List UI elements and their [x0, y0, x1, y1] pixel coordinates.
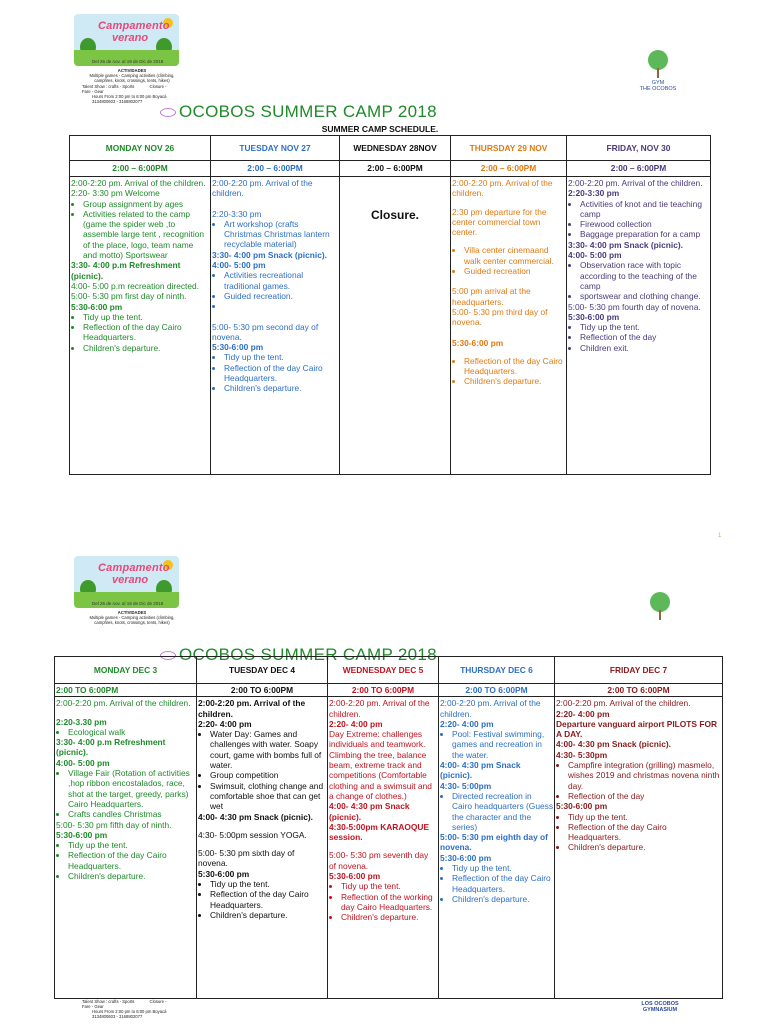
- friday-dec7-cell: [555, 697, 723, 999]
- entry: 4:00- 4:30 pm Snack (picnic).: [440, 760, 521, 781]
- entry: 2:00-2:20 pm. Arrival of the children.: [452, 178, 553, 199]
- entry: 5:30-6:00 pm: [56, 829, 108, 840]
- friday-nov30-cell: [567, 177, 711, 475]
- activities-label: ACTIVIDADES: [117, 610, 147, 615]
- time-cell: 2:00 TO 6:00PM: [328, 684, 439, 697]
- entry: 5:30-6:00 pm: [568, 311, 620, 322]
- day-header: THURSDAY 29 NOV: [451, 136, 567, 161]
- list-item: • Children's departure.: [568, 842, 721, 852]
- list-item: • Tidy up the tent.: [68, 840, 195, 850]
- list-item: • Campfire integration (grilling) masmelo, wishes 2019 and christmas novena ninth day.: [568, 760, 721, 791]
- gym-name: GYM: [651, 80, 665, 86]
- list-item: • Tidy up the tent.: [224, 352, 338, 362]
- list-item: [224, 301, 338, 311]
- day-header: THURSDAY DEC 6: [439, 657, 555, 684]
- gym-footer: [630, 1001, 690, 1013]
- week1-title-text: OCOBOS SUMMER CAMP 2018: [179, 102, 437, 121]
- day-header: FRIDAY, NOV 30: [567, 136, 711, 161]
- list-item: • Reflection of the working day Cairo Headquarters.: [341, 892, 437, 913]
- entry: 2:00-2:20 pm. Arrival of the children.: [212, 178, 313, 199]
- entry: 2:00-2:20 pm. Arrival of the children.: [71, 178, 206, 188]
- day-header: TUESDAY NOV 27: [211, 136, 340, 161]
- list-item: • Observation race with topic according to the teaching of the camp: [580, 260, 709, 291]
- entry: 5:00- 5:30 pm second day of novena.: [212, 321, 319, 342]
- logo-footer-top: [82, 84, 182, 104]
- entry: 2:00-2:20 pm. Arrival of the children.: [440, 698, 541, 719]
- entry: 2:20- 4:00 pm: [329, 718, 383, 729]
- week1-schedule-table: [69, 135, 711, 475]
- list-item: • Children exit.: [580, 343, 709, 353]
- hours-text: Hours From 2:00 pm to 6:00 pm Boyacá: [92, 1009, 167, 1014]
- list-item: • Children's departure.: [464, 376, 565, 386]
- time-cell: 2:00 – 6:00PM: [211, 161, 340, 177]
- entry: 4:00- 5:00 p.m recreation directed.: [71, 280, 200, 291]
- thursday-dec6-cell: [439, 697, 555, 999]
- week2-title-text: OCOBOS SUMMER CAMP 2018: [179, 645, 437, 664]
- list-item: • Tidy up the tent.: [341, 881, 437, 891]
- list-item: • Village Fair (Rotation of activities ,hop ribbon encostalados, race, shot at the target, greedy, parks) Cairo Headquarters.: [68, 768, 195, 809]
- list-item: • Tidy up the tent.: [580, 322, 709, 332]
- list-item: • Reflection of the day Cairo Headquarters.: [68, 850, 195, 871]
- time-cell: 2:00 – 6:00PM: [567, 161, 711, 177]
- entry: 2:20- 3:30 pm Welcome: [71, 188, 160, 199]
- entry: 4:00- 5:00 pm: [56, 757, 110, 768]
- fare-text: Fare - Gear: [82, 89, 104, 94]
- logo-line2: verano: [112, 32, 149, 44]
- list-item: • Activities related to the camp (game the spider web ,to assemble large tent , recognition of the place, logo, team name and motto) Sportswear: [83, 209, 209, 260]
- entry: 5:00- 5:30 pm fourth day of novena.: [568, 301, 701, 312]
- talent-text: Talent Show : crafts - Sports: [82, 84, 135, 89]
- gym-footer-line1: LOS OCOBOS: [641, 1001, 679, 1007]
- entry: 5:30-6:00 pm: [212, 342, 264, 353]
- list-item: • Children's departure.: [68, 871, 195, 881]
- entry: 4:30- 5:00pm session YOGA.: [198, 829, 307, 840]
- wednesday-nov28-cell: [340, 177, 451, 475]
- day-header: TUESDAY DEC 4: [197, 657, 328, 684]
- list-item: • Pool: Festival swimming, games and recreation in the water.: [452, 729, 553, 760]
- logo-footer-bottom: [82, 999, 182, 1019]
- entry: 5:30-6:00 pm: [329, 871, 381, 882]
- list-item: • Guided recreation.: [224, 291, 338, 301]
- entry: 2:00-2:20 pm. Arrival of the children.: [556, 698, 691, 709]
- entry: 2:20-3:30 pm: [568, 188, 620, 199]
- list-item: • Children's departure.: [210, 910, 326, 920]
- entry: 2:00-2:20 pm. Arrival of the children.: [568, 178, 703, 188]
- entry: 2:20-3:30 pm: [212, 208, 262, 219]
- list-item: • Reflection of the day Cairo Headquarters.: [210, 889, 326, 910]
- entry: 2:20-3.30 pm: [56, 716, 107, 727]
- activities-label: ACTIVIDADES: [117, 68, 147, 73]
- list-item: • Children's departure.: [83, 343, 209, 353]
- thursday-nov29-cell: [451, 177, 567, 475]
- entry: 5:30-6:00 pm: [198, 868, 250, 879]
- entry: Departure vanguard airport PILOTS FOR A DAY.: [556, 718, 718, 740]
- day-header: FRIDAY DEC 7: [555, 657, 723, 684]
- list-item: • Ecological walk: [68, 727, 195, 737]
- list-item: • Tidy up the tent.: [83, 312, 209, 322]
- day-header: MONDAY NOV 26: [70, 136, 211, 161]
- list-item: • Art workshop (crafts Christmas Christmas lantern recyclable material): [224, 219, 338, 250]
- gym-footer-line2: GYMNASIUM: [642, 1007, 678, 1013]
- day-header: WEDNESDAY DEC 5: [328, 657, 439, 684]
- entry: 5:00- 5:30 pm fifth day of ninth.: [56, 819, 172, 830]
- phones-text: 3134800603 - 3168802077: [92, 1014, 143, 1019]
- camp-logo-top: [74, 14, 179, 66]
- closure-small: Closure -: [149, 999, 167, 1004]
- entry: 3:30- 4:00 pm Snack (picnic).: [212, 249, 327, 260]
- entry: 5:30-6:00 pm: [556, 801, 608, 812]
- wednesday-dec5-cell: [328, 697, 439, 999]
- entry: 5:30-6:00 pm: [71, 301, 123, 312]
- entry: 5:00- 5:30 pm eighth day of novena.: [440, 832, 548, 853]
- entry: 4:00- 5:00 pm: [212, 260, 266, 271]
- entry: 3:30- 4:00 pm Snack (picnic).: [568, 239, 683, 250]
- list-item: • Reflection of the day: [568, 791, 721, 801]
- list-item: • Crafts candles Christmas: [68, 809, 195, 819]
- entry: 3:30- 4:00 p.m Refreshment (picnic).: [56, 737, 166, 758]
- list-item: • Reflection of the day Cairo Headquarters.: [568, 822, 721, 843]
- time-cell: 2:00 – 6:00PM: [340, 161, 451, 177]
- time-cell: 2:00 – 6:00PM: [451, 161, 567, 177]
- camp-logo-bottom: [74, 556, 179, 608]
- entry: 4:00- 4:30 pm Snack (picnic).: [198, 811, 313, 822]
- time-cell: 2:00 – 6:00PM: [70, 161, 211, 177]
- logo-caption-top: [82, 68, 182, 83]
- entry: 5:00 pm arrival at the headquarters.: [452, 286, 531, 307]
- list-item: • Baggage preparation for a camp: [580, 229, 709, 239]
- monday-dec3-cell: [55, 697, 197, 999]
- logo-dates: Del 26 de nov. al 19 de Dic de 2018: [92, 601, 164, 606]
- closure-small: Closure -: [149, 84, 167, 89]
- list-item: • Reflection of the day: [580, 332, 709, 342]
- entry: 4:30- 5:00pm: [440, 780, 492, 791]
- entry: 2:00-2:20 pm. Arrival of the children.: [56, 698, 191, 709]
- tree-icon: [648, 50, 668, 70]
- logo-line1: Campamento: [98, 562, 170, 574]
- list-item: • Firewood collection: [580, 219, 709, 229]
- talent-text: Talent Show : crafts - Sports: [82, 999, 135, 1004]
- list-item: • Reflection of the day Cairo Headquarters.: [83, 322, 209, 343]
- list-item: • Activities of knot and tie teaching camp: [580, 199, 709, 220]
- time-cell: 2:00 TO 6:00PM: [197, 684, 328, 697]
- logo-dates: Del 26 de nov. al 19 de Dic de 2018: [92, 59, 164, 64]
- entry: 4:30- 5:30pm: [556, 749, 608, 760]
- entry: 2:00-2:20 pm. Arrival of the children.: [198, 698, 306, 719]
- page-number: 1: [718, 533, 722, 539]
- phones-text: 3134800603 - 3168802077: [92, 99, 143, 104]
- day-header: MONDAY DEC 3: [55, 657, 197, 684]
- activities-desc: Multiple games - Camping activities (climbing, campfires, knots, crossings, tents, hikes): [89, 615, 175, 625]
- entry: 2:00-2:20 pm. Arrival of the children.: [329, 698, 430, 719]
- tuesday-dec4-cell: [197, 697, 328, 999]
- entry: 2:30 pm departure for the center commercial town center.: [452, 206, 547, 238]
- tuesday-nov27-cell: [211, 177, 340, 475]
- bubble-icon: [160, 108, 176, 117]
- gym-logo-top: [636, 50, 680, 92]
- list-item: • Reflection of the day Cairo Headquarters.: [224, 363, 338, 384]
- entry: 5:30-6:00 pm: [452, 337, 504, 348]
- monday-nov26-cell: [70, 177, 211, 475]
- entry: 4:00- 4:30 pm Snack (picnic).: [329, 801, 410, 822]
- entry: 5:00- 5:30 pm sixth day of novena.: [198, 848, 295, 869]
- entry: 2:20- 4:00 pm: [440, 718, 494, 729]
- week2-schedule-table: [54, 656, 723, 999]
- list-item: • Tidy up the tent.: [568, 812, 721, 822]
- logo-line2: verano: [112, 574, 149, 586]
- time-cell: 2:00 TO 6:00PM: [439, 684, 555, 697]
- fare-text: Fare - Gear: [82, 1004, 104, 1009]
- time-cell: 2:00 TO 6:00PM: [555, 684, 723, 697]
- logo-line1: Campamento: [98, 20, 170, 32]
- list-item: • Children's departure.: [341, 912, 437, 922]
- time-cell: 2:00 TO 6:00PM: [55, 684, 197, 697]
- list-item: • Group competition: [210, 770, 326, 780]
- hours-text: Hours From 2:00 pm to 6:00 pm Boyacá: [92, 94, 167, 99]
- list-item: • Reflection of the day Cairo Headquarters.: [464, 356, 565, 377]
- entry: 5:00- 5:30 pm seventh day of novena.: [329, 850, 429, 871]
- list-item: • Guided recreation: [464, 266, 565, 276]
- entry: 5:00- 5:30 pm first day of ninth.: [71, 291, 187, 302]
- list-item: • Tidy up the tent.: [452, 863, 553, 873]
- entry: 4:00- 5:00 pm: [568, 250, 622, 261]
- entry: 5:00- 5:30 pm third day of novena.: [452, 306, 548, 328]
- list-item: • Children's departure.: [452, 894, 553, 904]
- entry: Day Extreme: challenges individuals and teamwork. Climbing the tree, balance beam, extreme track and competitions (Comfortable clothing and a swimsuit and a change of clothes.): [329, 729, 432, 801]
- entry: 3:30- 4:00 p.m Refreshment (picnic).: [71, 260, 181, 281]
- day-header: WEDNESDAY 28NOV: [340, 136, 451, 161]
- activities-desc: Multiple games - Camping activities (climbing, campfires, knots, crossings, tents, hikes): [89, 73, 175, 83]
- entry: 2:20- 4:00 pm: [198, 718, 252, 729]
- list-item: • Children's departure.: [224, 383, 338, 393]
- week1-subtitle: SUMMER CAMP SCHEDULE.: [321, 124, 439, 134]
- week1-title: [160, 102, 437, 122]
- list-item: • Directed recreation in Cairo headquarters (Guess the character and the series): [452, 791, 553, 832]
- entry: 4:30-5:00pm KARAOQUE session.: [329, 821, 430, 843]
- list-item: • Tidy up the tent.: [210, 879, 326, 889]
- logo-caption-bottom: [82, 610, 182, 625]
- list-item: • sportswear and clothing change.: [580, 291, 709, 301]
- list-item: • Group assignment by ages: [83, 199, 209, 209]
- gym-sub: THE OCOBOS: [639, 86, 677, 92]
- tree-icon: [650, 592, 670, 612]
- list-item: • Swimsuit, clothing change and comfortable shoe that can get wet: [210, 781, 326, 812]
- list-item: • Activities recreational traditional games.: [224, 270, 338, 291]
- list-item: • Villa center cinemaand walk center commercial.: [464, 245, 565, 266]
- gym-logo-bottom: [640, 592, 680, 612]
- list-item: • Water Day: Games and challenges with water. Soapy court, game with bombs full of water.: [210, 729, 326, 770]
- list-item: • Reflection of the day Cairo Headquarters.: [452, 873, 553, 894]
- closure-label: Closure.: [370, 208, 419, 222]
- entry: 4:00- 4:30 pm Snack (picnic).: [556, 739, 671, 750]
- entry: 5:30-6:00 pm: [440, 852, 492, 863]
- entry: 2:20- 4:00 pm: [556, 708, 610, 719]
